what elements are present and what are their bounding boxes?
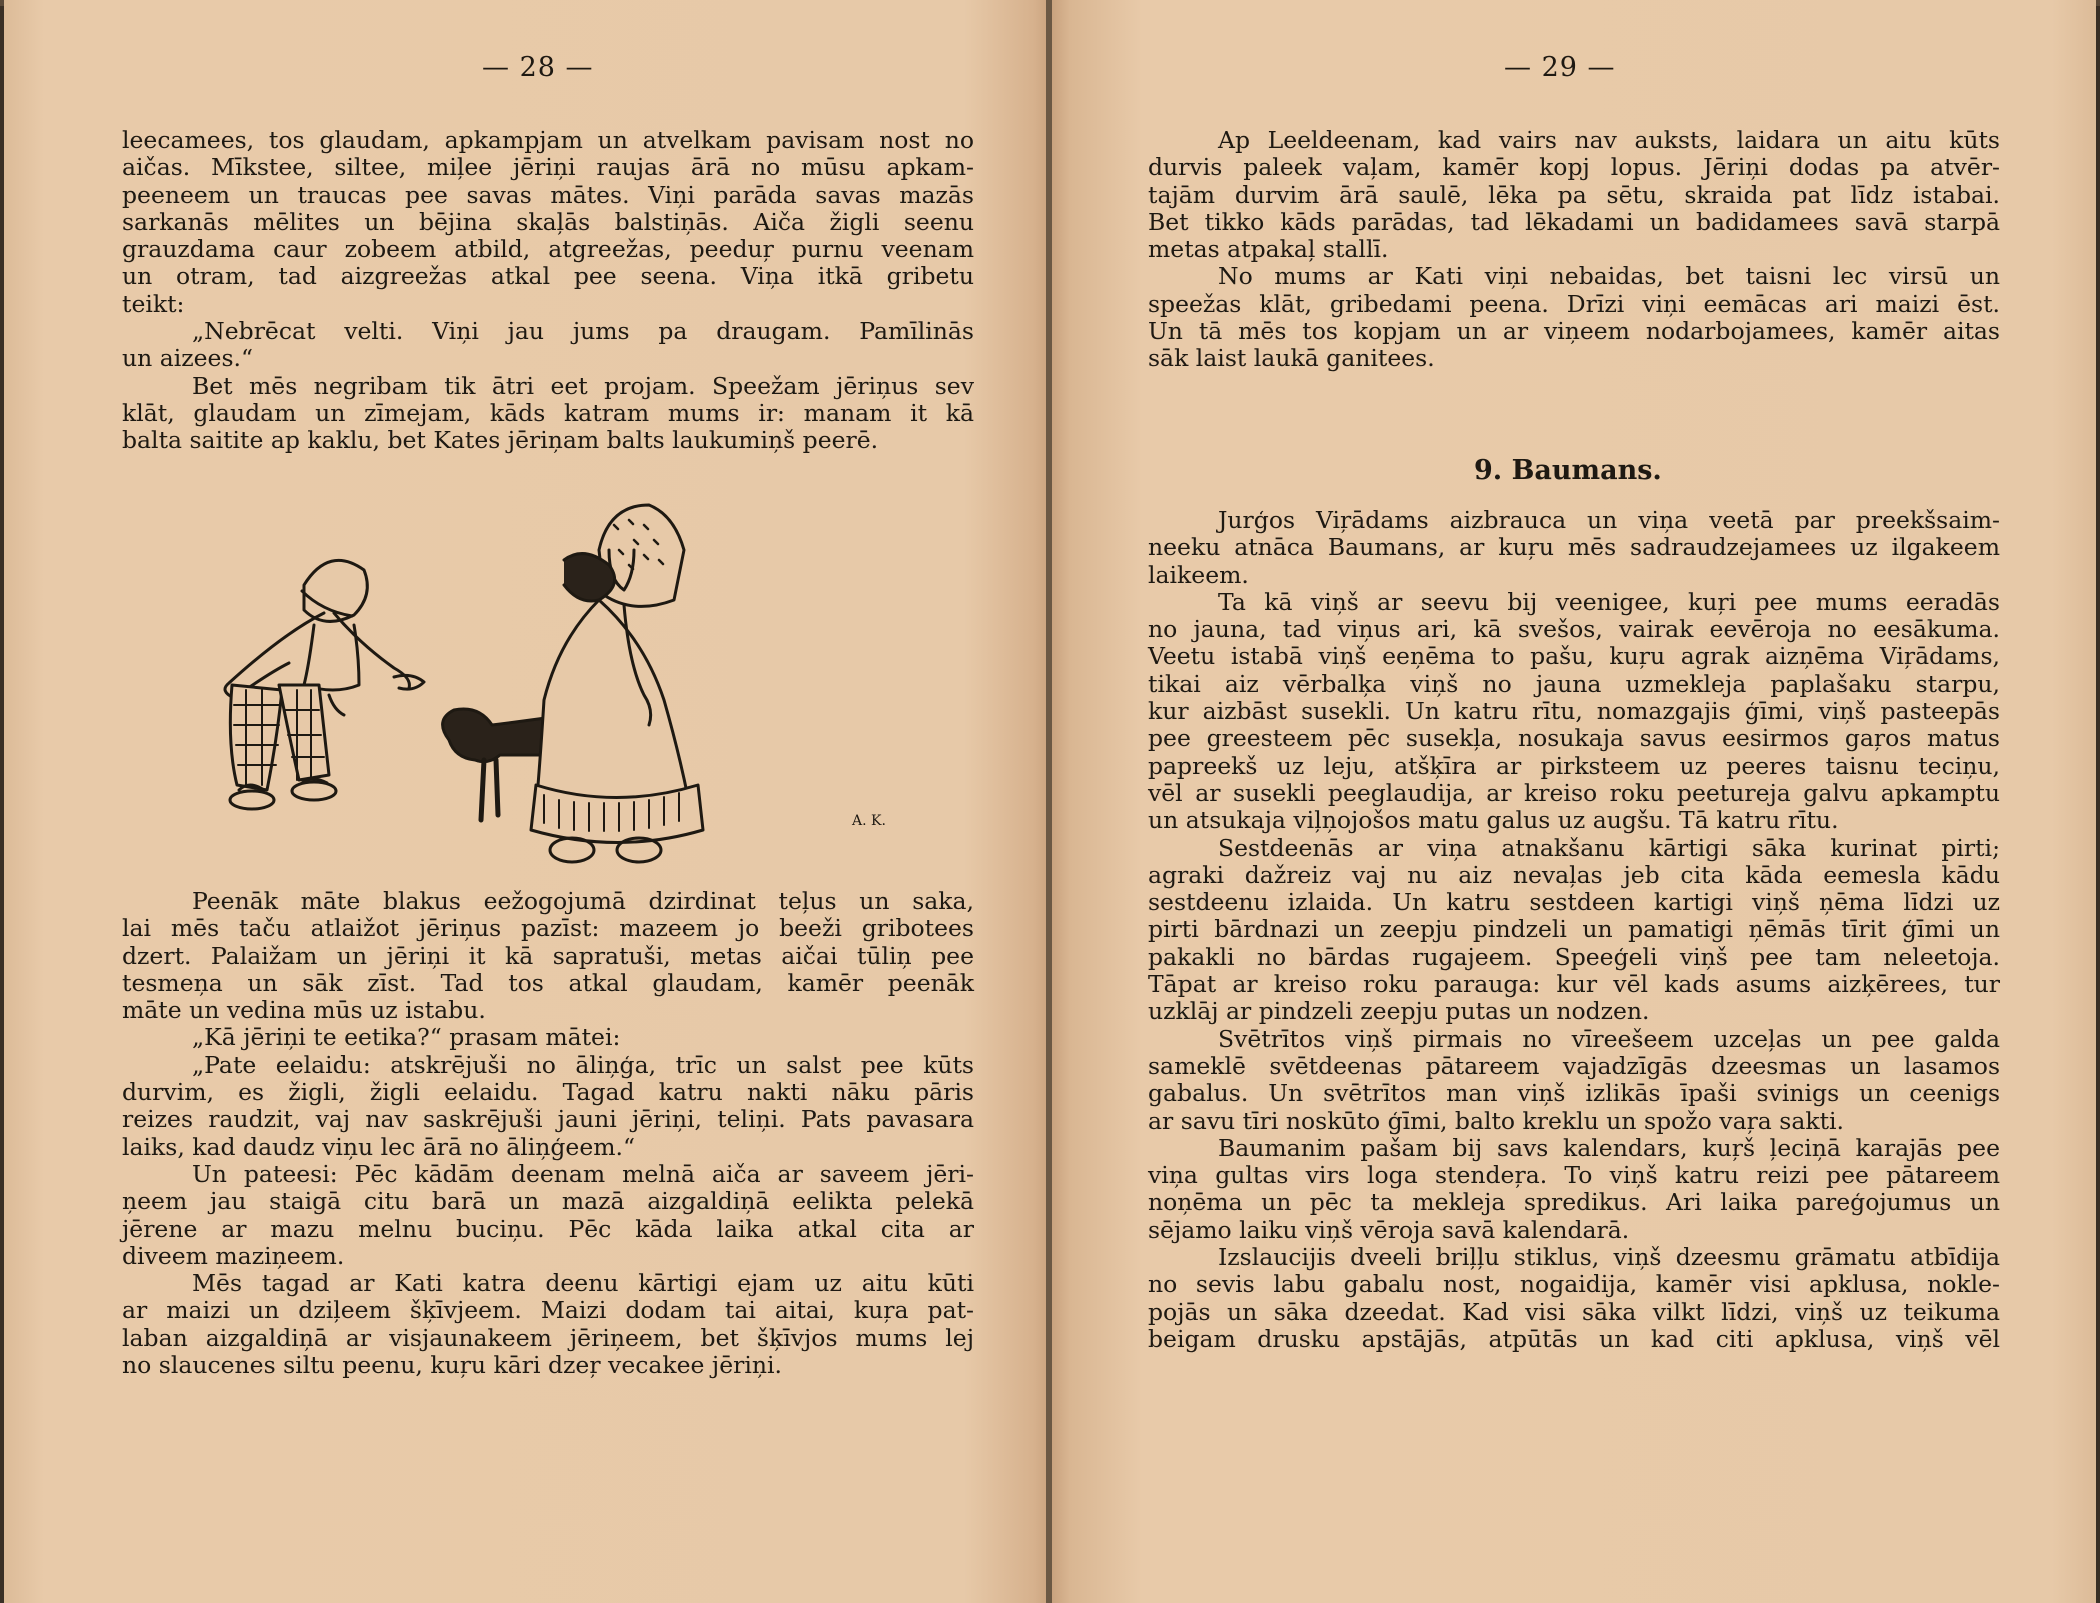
text-line: klāt, glaudam un zīmejam, kāds katram mums ir: manam it kā: [122, 398, 974, 427]
text-line: No mums ar Kati viņi nebaidas, bet taisni lec virsū un: [1218, 262, 2000, 291]
text-line: jērene ar mazu melnu buciņu. Pēc kāda laika atkal cita ar: [122, 1214, 974, 1243]
right-page: [1052, 0, 2096, 1603]
text-line: Sestdeenās ar viņa atnakšanu kārtigi sāka kurinat pirti;: [1218, 833, 2000, 862]
text-line: Ap Leeldeenam, kad vairs nav auksts, laidara un aitu kūts: [1218, 126, 2000, 154]
text-line: no jauna, tad viņus ari, kā svešos, vairak eevēroja no eesākuma.: [1148, 615, 2000, 644]
text-line: Baumanim pašam bij savs kalendars, kuŗš ļeciņā karajās pee: [1218, 1133, 2000, 1162]
text-line: speežas klāt, gribedami peena. Drīzi viņi eemācas ari maizi ēst.: [1148, 289, 2000, 318]
text-line: tesmeņa un sāk zīst. Tad tos atkal glaudam, kamēr peenāk: [122, 968, 974, 997]
text-line: tajām durvim ārā saulē, lēka pa sētu, skraida pat līdz istabai.: [1148, 180, 2000, 209]
text-line: un atsukaja viļņojošos matu galus uz augšu. Tā katru rītu.: [1148, 806, 1839, 835]
chapter-heading: 9. Baumans.: [1474, 455, 1662, 486]
text-line: Bet mēs negribam tik ātri eet projam. Speežam jēriņus sev: [192, 371, 974, 400]
text-line: no slaucenes siltu peenu, kuŗu kāri dzeŗ vecakee jēriņi.: [122, 1351, 782, 1380]
page-number-right: — 29 —: [1504, 52, 1616, 83]
text-line: Ta kā viņš ar seevu bij veenigee, kuŗi pee mums eeradās: [1218, 587, 2000, 616]
left-page: [4, 0, 1050, 1603]
text-line: leecamees, tos glaudam, apkampjam un atvelkam pavisam nost no: [122, 126, 974, 154]
right-text-block-1: [1148, 127, 2000, 373]
text-line: aičas. Mīkstee, siltee, miļee jēriņi raujas ārā no mūsu apkam-: [122, 153, 974, 182]
text-line: papreekš uz leju, atšķīra ar pirksteem uz peeres taisnu teciņu,: [1148, 751, 2000, 780]
text-line: „Kā jēriņi te eetika?“ prasam mātei:: [192, 1023, 621, 1052]
text-line: ar savu tīri noskūto ģīmi, balto kreklu un spožo vaŗa sakti.: [1148, 1106, 1845, 1135]
text-line: lai mēs taču atlaižot jēriņus pazīst: mazeem jo beeži gribotees: [122, 914, 974, 943]
child-figure-left: [225, 560, 424, 809]
text-line: Un tā mēs tos kopjam un ar viņeem nodarbojamees, kamēr aitas: [1148, 317, 2000, 346]
text-line: teikt:: [122, 289, 185, 318]
text-line: Izslaucijis dveeli briļļu stiklus, viņš dzeesmu grāmatu atbīdija: [1218, 1243, 2000, 1272]
right-text-block-2: [1148, 507, 2000, 1353]
text-line: gabalus. Un svētrītos man viņš izlikās īpaši svinigs un ceenigs: [1148, 1079, 2000, 1108]
text-line: Svētrītos viņš pirmais no vīreešeem uzceļas un pee galda: [1218, 1024, 2000, 1053]
text-line: ņeem jau staigā citu barā un mazā aizgaldiņā eelikta pelekā: [122, 1187, 974, 1216]
text-line: māte un vedina mūs uz istabu.: [122, 996, 486, 1025]
text-line: pojās un sāka dzeedat. Kad visi sāka vilkt līdzi, viņš uz teikuma: [1148, 1297, 2000, 1326]
text-line: laban aizgaldiņā ar visjaunakeem jēriņeem, bet šķīvjos mums lej: [122, 1323, 974, 1352]
text-line: uzklāj ar pindzeli zeepju putas un nodzen.: [1148, 997, 1650, 1026]
text-line: dzert. Palaižam un jēriņi it kā sapratuši, metas aičai tūliņ pee: [122, 941, 974, 970]
text-line: Mēs tagad ar Kati katra deenu kārtigi ejam uz aitu kūti: [192, 1269, 974, 1298]
text-line: Jurģos Viŗādams aizbrauca un viņa veetā par preekšsaim-: [1218, 506, 2000, 534]
text-line: pee greesteem pēc susekļa, nosukaja savus eesirmos gaŗos matus: [1148, 724, 2000, 753]
text-line: sarkanās mēlites un bējina skaļās balstiņās. Aiča žigli seenu: [122, 207, 974, 236]
text-line: laiks, kad daudz viņu lec ārā no āliņģeem.“: [122, 1132, 635, 1161]
text-line: durvim, es žigli, žigli eelaidu. Tagad katru nakti nāku pāris: [122, 1078, 974, 1107]
illustration-signature: A. K.: [852, 813, 886, 829]
text-line: vēl ar susekli peeglaudija, ar kreiso roku peetureja galvu apkamptu: [1148, 778, 2000, 807]
left-text-block-2: [122, 888, 974, 1379]
child-figure-right: [531, 505, 703, 862]
text-line: tikai aiz vērbalķa viņš no jauna uzmekleja paplašaku starpu,: [1148, 669, 2000, 698]
text-line: Bet tikko kāds parādas, tad lēkadami un badidamees savā starpā: [1148, 207, 2000, 236]
text-line: laikeem.: [1148, 560, 1249, 589]
text-line: Tāpat ar kreiso roku parauga: kur vēl kads asums aizķērees, tur: [1148, 970, 2000, 999]
text-line: „Nebrēcat velti. Viņi jau jums pa draugam. Pamīlinās: [192, 317, 974, 346]
text-line: reizes raudzit, vaj nav saskrējuši jauni jēriņi, teliņi. Pats pavasara: [122, 1105, 974, 1134]
text-line: un otram, tad aizgreežas atkal pee seena. Viņa itkā gribetu: [122, 262, 974, 291]
text-line: balta saitite ap kaklu, bet Kates jēriņam balts laukumiņš peerē.: [122, 426, 879, 455]
text-line: neeku atnāca Baumans, ar kuŗu mēs sadraudzejamees uz ilgakeem: [1148, 533, 2000, 562]
text-line: pirti bārdnazi un zeepju pindzeli un pamatigi ņēmās tīrit ģīmi un: [1148, 915, 2000, 944]
text-line: beigam drusku apstājās, atpūtās un kad citi apklusa, viņš vēl: [1148, 1324, 2000, 1353]
text-line: kur aizbāst susekli. Un katru rītu, nomazgajis ģīmi, viņš pasteepās: [1148, 697, 2000, 726]
text-line: viņa gultas virs loga stendeŗa. To viņš katru reizi pee pātareem: [1148, 1161, 2000, 1190]
left-text-block-1: [122, 127, 974, 455]
text-line: „Pate eelaidu: atskrējuši no āliņģa, trīc un salst pee kūts: [192, 1050, 974, 1079]
text-line: durvis paleek vaļam, kamēr kopj lopus. Jēriņi dodas pa atvēr-: [1148, 153, 2000, 182]
text-line: no sevis labu gabalu nost, nogaidija, kamēr visi apklusa, nokle-: [1148, 1270, 2000, 1299]
text-line: pakakli no bārdas rugajeem. Speeģeli viņš pee tam neleetoja.: [1148, 942, 2000, 971]
text-line: Un pateesi: Pēc kādām deenam melnā aiča ar saveem jēri-: [192, 1159, 974, 1188]
illustration-children-with-lamb: [184, 495, 924, 880]
text-line: grauzdama caur zobeem atbild, atgreežas, peeduŗ purnu veenam: [122, 235, 974, 264]
text-line: diveem maziņeem.: [122, 1241, 345, 1270]
page-number-left: — 28 —: [482, 52, 594, 83]
text-line: agraki dažreiz vaj nu aiz nevaļas jeb cita kāda eemesla kādu: [1148, 860, 2000, 889]
text-line: metas atpakaļ stallī.: [1148, 235, 1389, 264]
text-line: peeneem un traucas pee savas mātes. Viņi parāda savas mazās: [122, 180, 974, 209]
text-line: Peenāk māte blakus eežogojumā dzirdinat teļus un saka,: [192, 887, 974, 915]
text-line: sestdeenu izlaida. Un katru sestdeen kartigi viņš ņēma līdzi uz: [1148, 888, 2000, 917]
text-line: sējamo laiku viņš vēroja savā kalendarā.: [1148, 1215, 1630, 1244]
text-line: sāk laist laukā ganitees.: [1148, 344, 1435, 373]
text-line: Veetu istabā viņš eeņēma to pašu, kuŗu agrak aizņēma Viŗādams,: [1148, 642, 2000, 671]
text-line: ar maizi un dziļeem šķīvjeem. Maizi dodam tai aitai, kuŗa pat-: [122, 1296, 974, 1325]
text-line: noņēma un pēc ta mekleja spredikus. Ari laika pareģojumus un: [1148, 1188, 2000, 1217]
text-line: un aizees.“: [122, 344, 254, 373]
text-line: sameklē svētdeenas pātareem vajadzīgās dzeesmas un lasamos: [1148, 1051, 2000, 1080]
